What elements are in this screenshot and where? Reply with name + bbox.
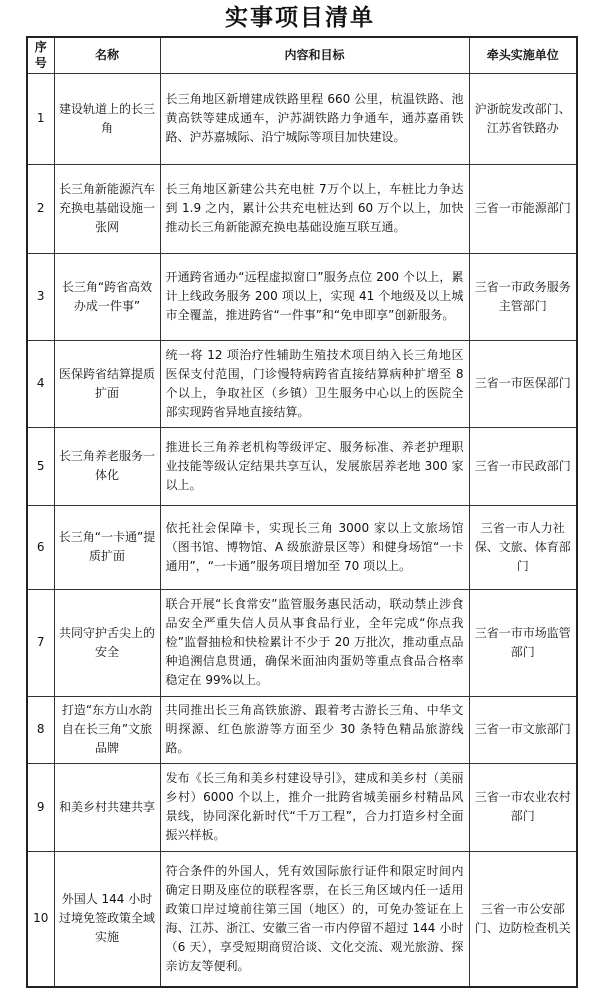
row-content: 开通跨省通办“远程虚拟窗口”服务点位 200 个以上，累计上线政务服务 200 项以上，实现 41 个地级及以上城市全覆盖，推进跨省“一件事”和“免申即享”创新服务。 (160, 253, 469, 340)
row-name: 和美乡村共建共享 (54, 763, 160, 851)
row-content: 长三角地区新建公共充电桩 7万个以上，车桩比力争达到 1.9 之内，累计公共充电桩达到 60 万个以上，加快推动长三角新能源充换电基础设施互联互通。 (160, 164, 469, 253)
row-name: 长三角“跨省高效办成一件事” (54, 253, 160, 340)
header-lead: 牵头实施单位 (469, 37, 577, 73)
row-name: 打造“东方山水韵 自在长三角”文旅品牌 (54, 696, 160, 763)
row-name: 共同守护舌尖上的安全 (54, 589, 160, 696)
project-table (26, 36, 578, 988)
table-row (27, 253, 577, 340)
row-content: 依托社会保障卡，实现长三角 3000 家以上文旅场馆（图书馆、博物馆、A 级旅游景区等）和健身场馆“一卡通用”，“一卡通”服务项目增加至 70 项以上。 (160, 505, 469, 589)
row-name: 外国人 144 小时过境免签政策全域实施 (54, 851, 160, 987)
document-title: 实事项目清单 (225, 5, 375, 31)
table-row (27, 589, 577, 696)
row-content: 符合条件的外国人，凭有效国际旅行证件和限定时间内确定日期及座位的联程客票，在长三角区域内任一适用政策口岸过境前往第三国（地区）的，可免办签证在上海、江苏、浙江、安徽三省一市内停留不超过 144 小时（6 天），享受短期商贸洽谈、文化交流、观光旅游、探亲访友等便利。 (160, 851, 469, 987)
row-name: 长三角新能源汽车充换电基础设施一张网 (54, 164, 160, 253)
row-number: 6 (27, 505, 54, 589)
header-content: 内容和目标 (160, 37, 469, 73)
table-row (27, 696, 577, 763)
row-lead-unit: 三省一市市场监管部门 (469, 589, 577, 696)
row-number: 2 (27, 164, 54, 253)
row-content: 共同推出长三角高铁旅游、跟着考古游长三角、中华文明探源、红色旅游等方面至少 30 条特色精品旅游线路。 (160, 696, 469, 763)
row-lead-unit: 三省一市人力社保、文旅、体育部门 (469, 505, 577, 589)
row-lead-unit: 三省一市政务服务主管部门 (469, 253, 577, 340)
row-number: 3 (27, 253, 54, 340)
table-row (27, 851, 577, 987)
row-name: 长三角养老服务一体化 (54, 427, 160, 505)
row-lead-unit: 三省一市文旅部门 (469, 696, 577, 763)
row-content: 发布《长三角和美乡村建设导引》，建成和美乡村（美丽乡村）6000 个以上，推介一批跨省城美丽乡村精品风景线，协同深化新时代“千万工程”，合力打造乡村全面振兴样板。 (160, 763, 469, 851)
row-lead-unit: 沪浙皖发改部门、江苏省铁路办 (469, 73, 577, 164)
row-lead-unit: 三省一市能源部门 (469, 164, 577, 253)
row-number: 4 (27, 340, 54, 427)
row-lead-unit: 三省一市医保部门 (469, 340, 577, 427)
row-name: 医保跨省结算提质扩面 (54, 340, 160, 427)
row-number: 8 (27, 696, 54, 763)
row-content: 推进长三角养老机构等级评定、服务标准、养老护理职业技能等级认定结果共享互认，发展旅居养老地 300 家以上。 (160, 427, 469, 505)
table-row (27, 763, 577, 851)
row-number: 9 (27, 763, 54, 851)
table-header-row (27, 37, 577, 73)
row-number: 7 (27, 589, 54, 696)
table-row (27, 164, 577, 253)
row-name: 长三角“一卡通”提质扩面 (54, 505, 160, 589)
row-number: 1 (27, 73, 54, 164)
header-no: 序号 (27, 37, 54, 73)
row-content: 统一将 12 项治疗性辅助生殖技术项目纳入长三角地区医保支付范围，门诊慢特病跨省直接结算病种扩增至 8 个以上，争取社区（乡镇）卫生服务中心以上的医院全部实现跨省异地直接结算。 (160, 340, 469, 427)
table-row (27, 427, 577, 505)
table-row (27, 505, 577, 589)
row-content: 联合开展“长食常安”监管服务惠民活动，联动禁止涉食品安全严重失信人员从事食品行业，全年完成“你点我检”监督抽检和快检累计不少于 20 万批次，推动重点品种追溯信息贯通，确保米面油肉蛋奶等重点食品合格率稳定在 99%以上。 (160, 589, 469, 696)
table-row (27, 73, 577, 164)
row-number: 5 (27, 427, 54, 505)
row-lead-unit: 三省一市农业农村部门 (469, 763, 577, 851)
row-number: 10 (27, 851, 54, 987)
table-row (27, 340, 577, 427)
row-lead-unit: 三省一市公安部门、边防检查机关 (469, 851, 577, 987)
row-lead-unit: 三省一市民政部门 (469, 427, 577, 505)
header-name: 名称 (54, 37, 160, 73)
row-name: 建设轨道上的长三角 (54, 73, 160, 164)
row-content: 长三角地区新增建成铁路里程 660 公里，杭温铁路、池黄高铁等建成通车，沪苏湖铁路力争通车，通苏嘉甬铁路、沪苏嘉城际、沿宁城际等项目加快建设。 (160, 73, 469, 164)
